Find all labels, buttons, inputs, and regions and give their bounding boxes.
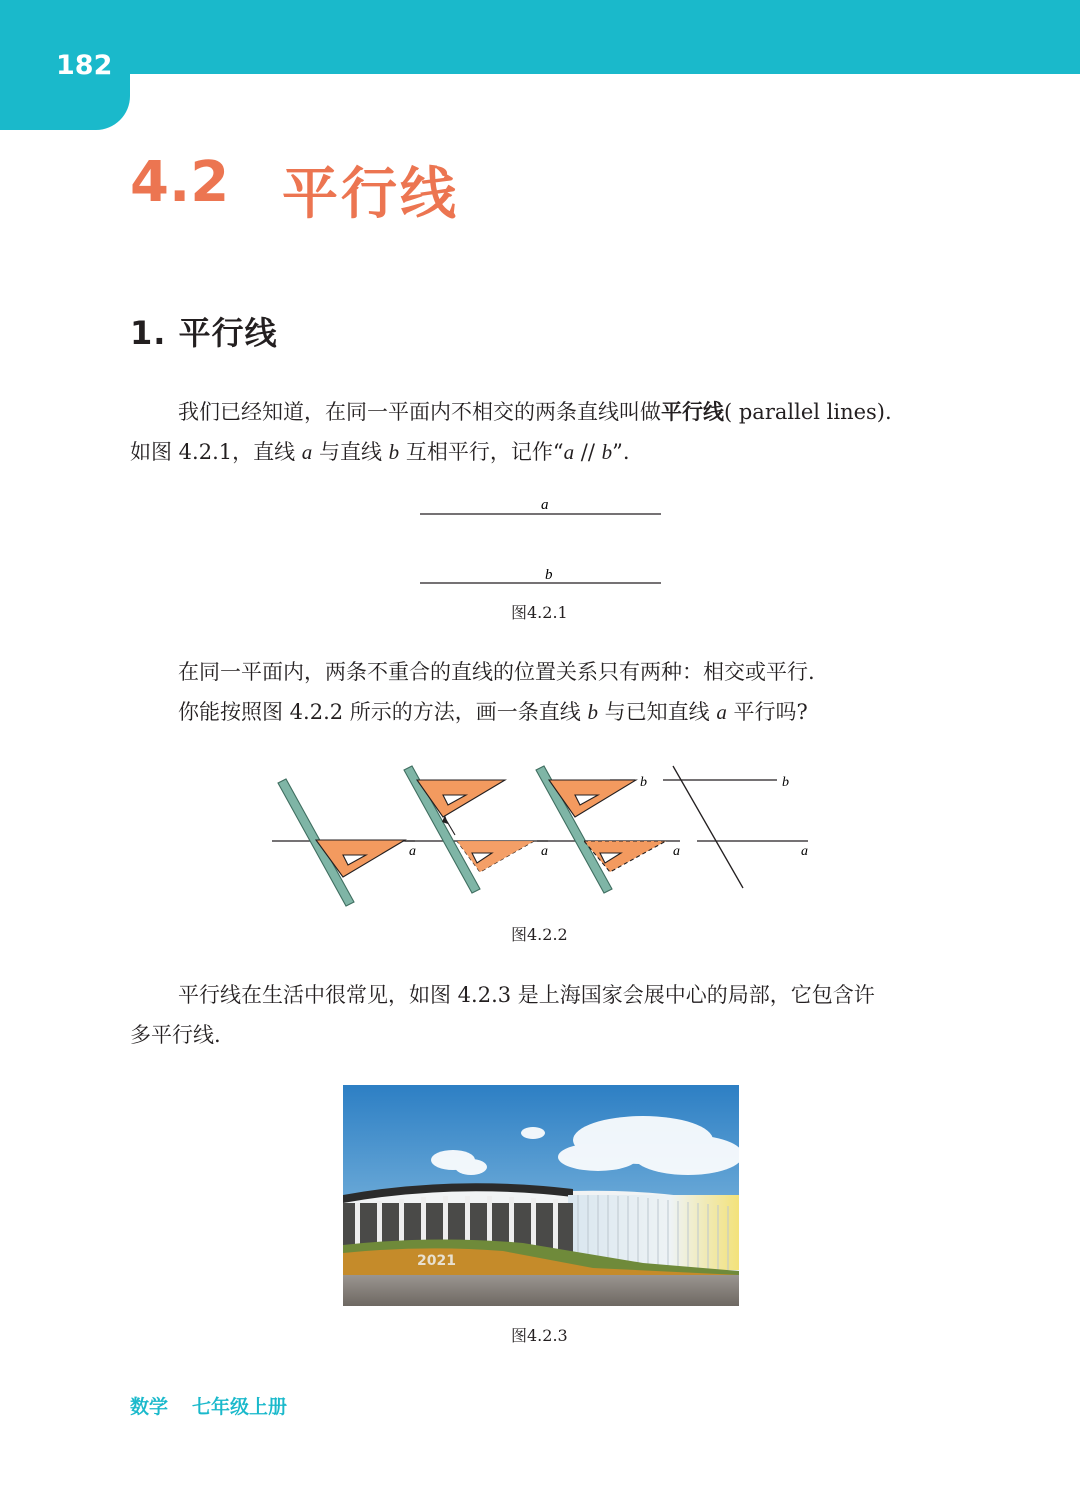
paragraph-examples-line2: 多平行线.: [130, 1023, 221, 1047]
variable-a: a: [563, 440, 575, 464]
figure-drawing-steps: [265, 760, 815, 915]
photo-exhibition-center: [343, 1085, 739, 1306]
paragraph-examples-line1: 平行线在生活中很常见，如图 4.2.3 是上海国家会展中心的局部，它包含许: [178, 983, 875, 1007]
label-b: b: [640, 775, 647, 790]
step-3: [536, 766, 680, 893]
step-1: [272, 779, 416, 906]
paragraph-definition-line1: [178, 392, 892, 432]
figure-caption: 图4.2.2: [511, 925, 568, 944]
text: 平行吗?: [726, 700, 808, 724]
figure-parallel-lines: [410, 490, 680, 600]
label-a: a: [801, 844, 808, 859]
plaza-ground: [343, 1275, 739, 1306]
section-title: 平行线: [282, 162, 459, 227]
variable-b: b: [388, 440, 400, 464]
step-2: [404, 766, 548, 893]
transversal-line: [673, 766, 743, 888]
footer: [130, 1392, 311, 1419]
variable-a: a: [716, 700, 727, 724]
text: 与直线: [312, 440, 389, 464]
section-number: 4.2: [130, 150, 230, 215]
parallel-symbol: //: [574, 440, 602, 464]
variable-a: a: [301, 440, 313, 464]
variable-b: b: [587, 700, 598, 724]
text: ”.: [612, 440, 630, 464]
figure-caption: 图4.2.1: [511, 603, 568, 622]
text: ( parallel lines).: [724, 400, 892, 424]
label-a: a: [541, 497, 549, 513]
header-bar: [0, 0, 1080, 74]
paragraph-relations: 在同一平面内，两条不重合的直线的位置关系只有两种：相交或平行.: [178, 660, 815, 684]
label-b: b: [545, 567, 553, 583]
text: 如图 4.2.1，直线: [130, 440, 302, 464]
label-a: a: [673, 844, 680, 859]
footer-grade: 七年级上册: [192, 1396, 288, 1418]
page-number: 182: [56, 50, 113, 81]
flower-bed-year: 2021: [417, 1253, 456, 1269]
footer-book: 数学: [130, 1396, 169, 1418]
label-a: a: [541, 844, 548, 859]
text: 与已知直线: [597, 700, 717, 724]
label-a: a: [409, 844, 416, 859]
subsection-title: 1. 平行线: [130, 314, 278, 352]
step-4: [663, 766, 808, 888]
variable-b: b: [601, 440, 613, 464]
text: 我们已经知道，在同一平面内不相交的两条直线叫做: [178, 400, 661, 424]
text: 你能按照图 4.2.2 所示的方法，画一条直线: [178, 700, 588, 724]
text: 互相平行，记作“: [399, 440, 564, 464]
label-b: b: [782, 775, 789, 790]
paragraph-definition-line2: [130, 432, 630, 472]
figure-caption: 图4.2.3: [511, 1326, 568, 1345]
paragraph-question: [178, 692, 808, 732]
term-parallel-lines: 平行线: [661, 399, 724, 424]
